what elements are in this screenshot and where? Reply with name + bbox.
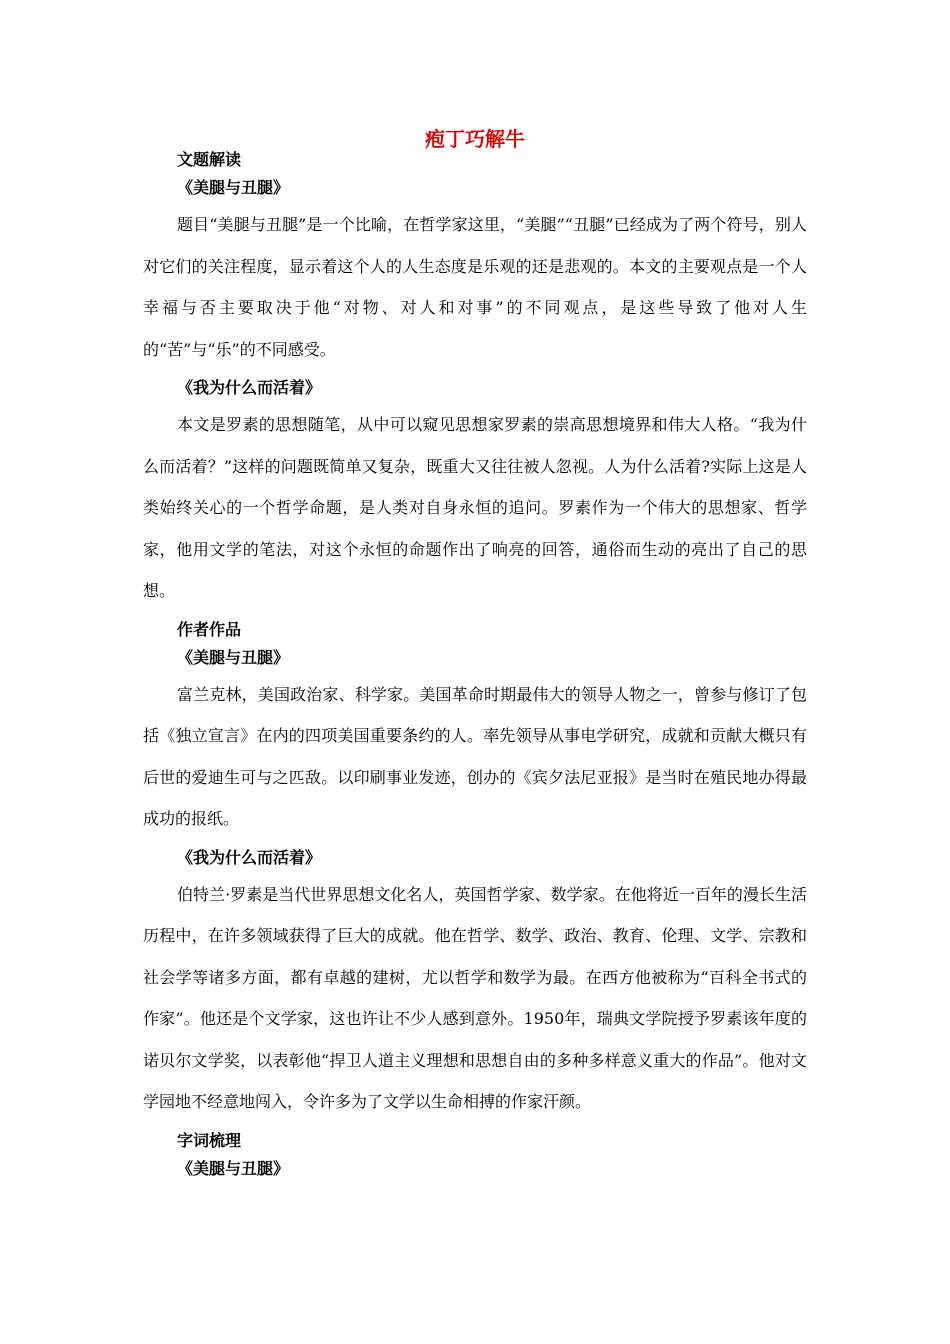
paragraph-interpretation-leg: 题目“美腿与丑腿”是一个比喻，在哲学家这里，“美腿”“丑腿”已经成为了两个符号，别人对它们的关注程度，显示着这个人的人生态度是乐观的还是悲观的。本文的主要观点是一个人幸福与否主要取决于他“对物、对人和对事”的不同观点，是这些导致了他对人生的“苦”与“乐”的不同感受。: [143, 215, 807, 359]
paragraph-author-russell: 伯特兰·罗素是当代世界思想文化名人，英国哲学家、数学家。在他将近一百年的漫长生活历程中，在许多领域获得了巨大的成就。他在哲学、数学、政治、教育、伦理、文学、宗教和社会学等诸多方面，都有卓越的建树，尤以哲学和数学为最。在西方他被称为“百科全书式的作家”。他还是个文学家，这也许让不少人感到意外。1950年，瑞典文学院授予罗素该年度的诺贝尔文学奖，以表彰他“捍卫人道主义理想和思想自由的多种多样意义重大的作品”。他对文学园地不经意地闯入，令许多为了文学以生命相搏的作家汗颜。: [143, 884, 807, 1111]
paragraph-interpretation-why-live: 本文是罗素的思想随笔，从中可以窥见思想家罗素的崇高思想境界和伟大人格。“我为什么而活着？”这样的问题既简单又复杂，既重大又往往被人忽视。人为什么活着?实际上这是人类始终关心的一个哲学命题，是人类对自身永恒的追问。罗素作为一个伟大的思想家、哲学家，他用文学的笔法，对这个永恒的命题作出了响亮的回答，通俗而生动的亮出了自己的思想。: [143, 415, 807, 600]
subheading-why-i-live-author: 《我为什么而活着》: [177, 847, 322, 867]
subheading-why-i-live: 《我为什么而活着》: [177, 378, 322, 397]
section-heading-author-works: 作者作品: [177, 619, 242, 639]
section-heading-vocabulary: 字词梳理: [177, 1130, 242, 1150]
subheading-beautiful-ugly-leg-vocab: 《美腿与丑腿》: [177, 1158, 290, 1178]
paragraph-author-franklin: 富兰克林，美国政治家、科学家。美国革命时期最伟大的领导人物之一，曾参与修订了包括《独立宣言》在内的四项美国重要条约的人。率先领导从事电学研究，成就和贡献大概只有后世的爱迪生可与之匹敌。以印刷事业发迹，创办的《宾夕法尼亚报》是当时在殖民地办得最成功的报纸。: [143, 684, 807, 828]
subheading-beautiful-ugly-leg-author: 《美腿与丑腿》: [177, 647, 290, 667]
document-body: [143, 150, 807, 1185]
subheading-beautiful-ugly-leg: 《美腿与丑腿》: [177, 178, 290, 197]
section-heading-interpretation: 文题解读: [177, 150, 242, 169]
document-title: 疱丁巧解牛: [425, 127, 525, 151]
